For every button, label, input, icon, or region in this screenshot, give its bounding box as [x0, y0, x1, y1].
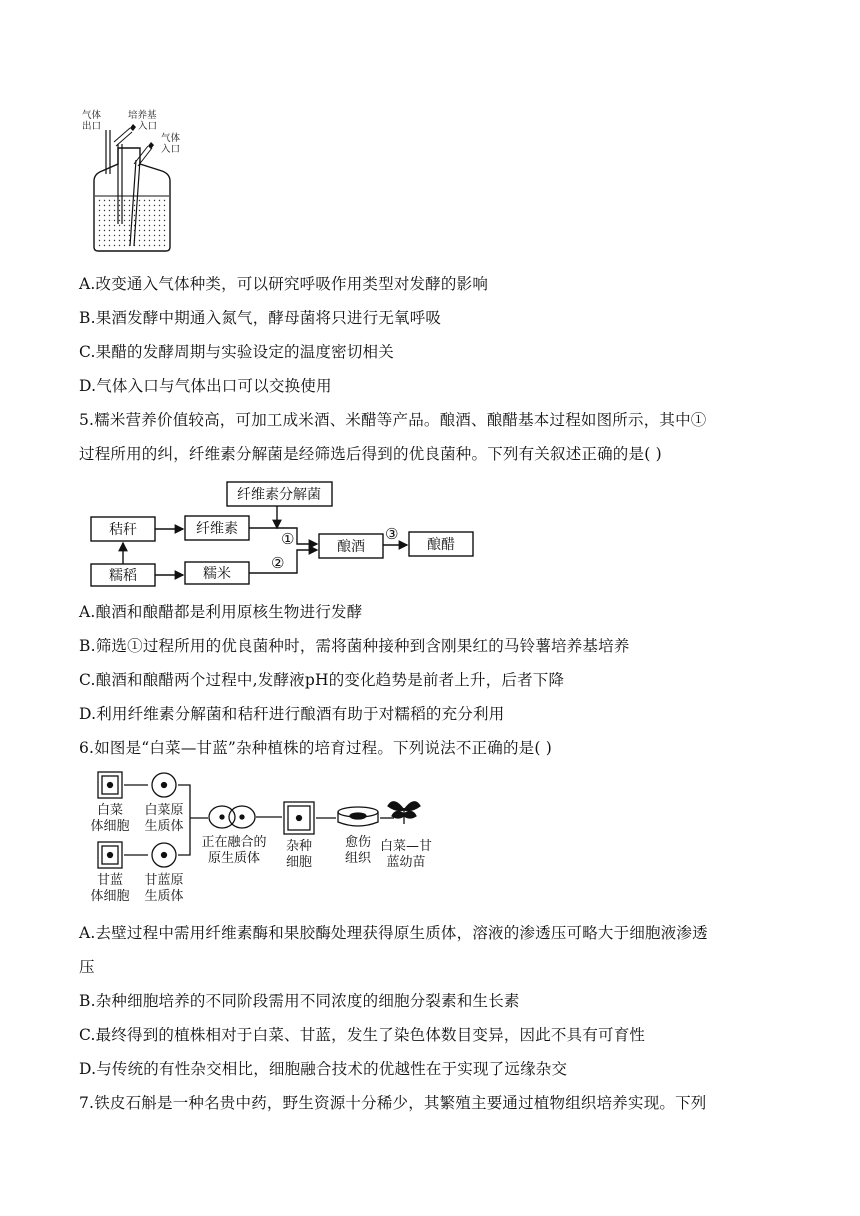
label-step-1: ① [281, 530, 295, 548]
q6-option-c: C.最终得到的植株相对于白菜、甘蓝，发生了染色体数目变异，因此不具有可育性 [79, 1026, 646, 1044]
label-kale-protoplast-2: 生质体 [144, 889, 184, 904]
label-cabbage-cell-2: 体细胞 [90, 819, 130, 834]
q4-option-a: A.改变通入气体种类，可以研究呼吸作用类型对发酵的影响 [79, 275, 489, 293]
brewing-flowchart-figure [85, 478, 480, 588]
medium-inlet-label-1: 培养基 [128, 110, 157, 121]
gas-outlet-label-1: 气体 [82, 110, 102, 121]
label-cabbage-cell-1: 白菜 [96, 803, 124, 818]
gas-inlet-label-1: 气体 [161, 133, 181, 144]
label-callus-2: 组织 [344, 851, 372, 866]
label-step-2: ② [271, 554, 285, 572]
q5-option-d: D.利用纤维素分解菌和秸秆进行酿酒有助于对糯稻的充分利用 [79, 705, 505, 723]
label-cabbage-protoplast-1: 白菜原 [144, 803, 184, 818]
label-seedling-1: 白菜—甘 [379, 839, 433, 854]
gas-inlet-label-2: 入口 [161, 144, 181, 155]
label-cellulose: 纤维素 [196, 521, 238, 537]
q4-option-b: B.果酒发酵中期通入氮气，酵母菌将只进行无氧呼吸 [79, 309, 442, 327]
label-straw: 秸秆 [109, 522, 137, 538]
label-kale-cell-2: 体细胞 [90, 889, 130, 904]
label-fusing-1: 正在融合的 [201, 835, 267, 850]
label-kale-cell-1: 甘蓝 [96, 873, 124, 888]
q5-stem-line-1: 5.糯米营养价值较高，可加工成米酒、米醋等产品。酿酒、酿醋基本过程如图所示，其中① [79, 411, 707, 429]
label-cellulose-bacteria: 纤维素分解菌 [237, 487, 321, 503]
fermentation-apparatus-figure [78, 104, 188, 256]
q7-stem: 7.铁皮石斛是一种名贵中药，野生资源十分稀少，其繁殖主要通过植物组织培养实现。下列 [79, 1094, 707, 1112]
label-hybrid-cell-2: 细胞 [285, 855, 313, 870]
gas-outlet-label-2: 出口 [82, 121, 102, 132]
hybrid-culture-figure [82, 766, 452, 906]
label-seedling-2: 蓝幼苗 [386, 855, 426, 870]
label-rice: 糯米 [203, 566, 231, 582]
q5-option-a: A.酿酒和酿醋都是利用原核生物进行发酵 [79, 603, 363, 621]
label-cabbage-protoplast-2: 生质体 [144, 819, 184, 834]
q6-option-a-cont: 压 [79, 958, 95, 976]
label-callus-1: 愈伤 [344, 835, 372, 850]
label-rice-plant: 糯稻 [109, 568, 137, 584]
q5-stem-line-2: 过程所用的纠，纤维素分解菌是经筛选后得到的优良菌种。下列有关叙述正确的是( ) [79, 445, 662, 463]
q4-option-d: D.气体入口与气体出口可以交换使用 [79, 377, 332, 395]
label-hybrid-cell-1: 杂种 [285, 839, 313, 854]
label-fusing-2: 原生质体 [207, 851, 261, 866]
q6-option-a: A.去壁过程中需用纤维素酶和果胶酶处理获得原生质体，溶液的渗透压可略大于细胞液渗透 [79, 924, 708, 942]
label-vinegar: 酿醋 [427, 537, 455, 553]
medium-inlet-label-2: 入口 [138, 121, 158, 132]
q6-option-d: D.与传统的有性杂交相比，细胞融合技术的优越性在于实现了远缘杂交 [79, 1060, 568, 1078]
q5-option-c: C.酿酒和酿醋两个过程中,发酵液pH的变化趋势是前者上升，后者下降 [79, 671, 565, 689]
q6-option-b: B.杂种细胞培养的不同阶段需用不同浓度的细胞分裂素和生长素 [79, 992, 520, 1010]
label-brewing: 酿酒 [337, 539, 365, 555]
q6-stem: 6.如图是“白菜—甘蓝”杂种植株的培育过程。下列说法不正确的是( ) [79, 739, 552, 757]
q5-option-b: B.筛选①过程所用的优良菌种时，需将菌种接种到含刚果红的马铃薯培养基培养 [79, 637, 630, 655]
label-kale-protoplast-1: 甘蓝原 [144, 873, 184, 888]
label-step-3: ③ [385, 525, 399, 543]
q4-option-c: C.果醋的发酵周期与实验设定的温度密切相关 [79, 343, 394, 361]
